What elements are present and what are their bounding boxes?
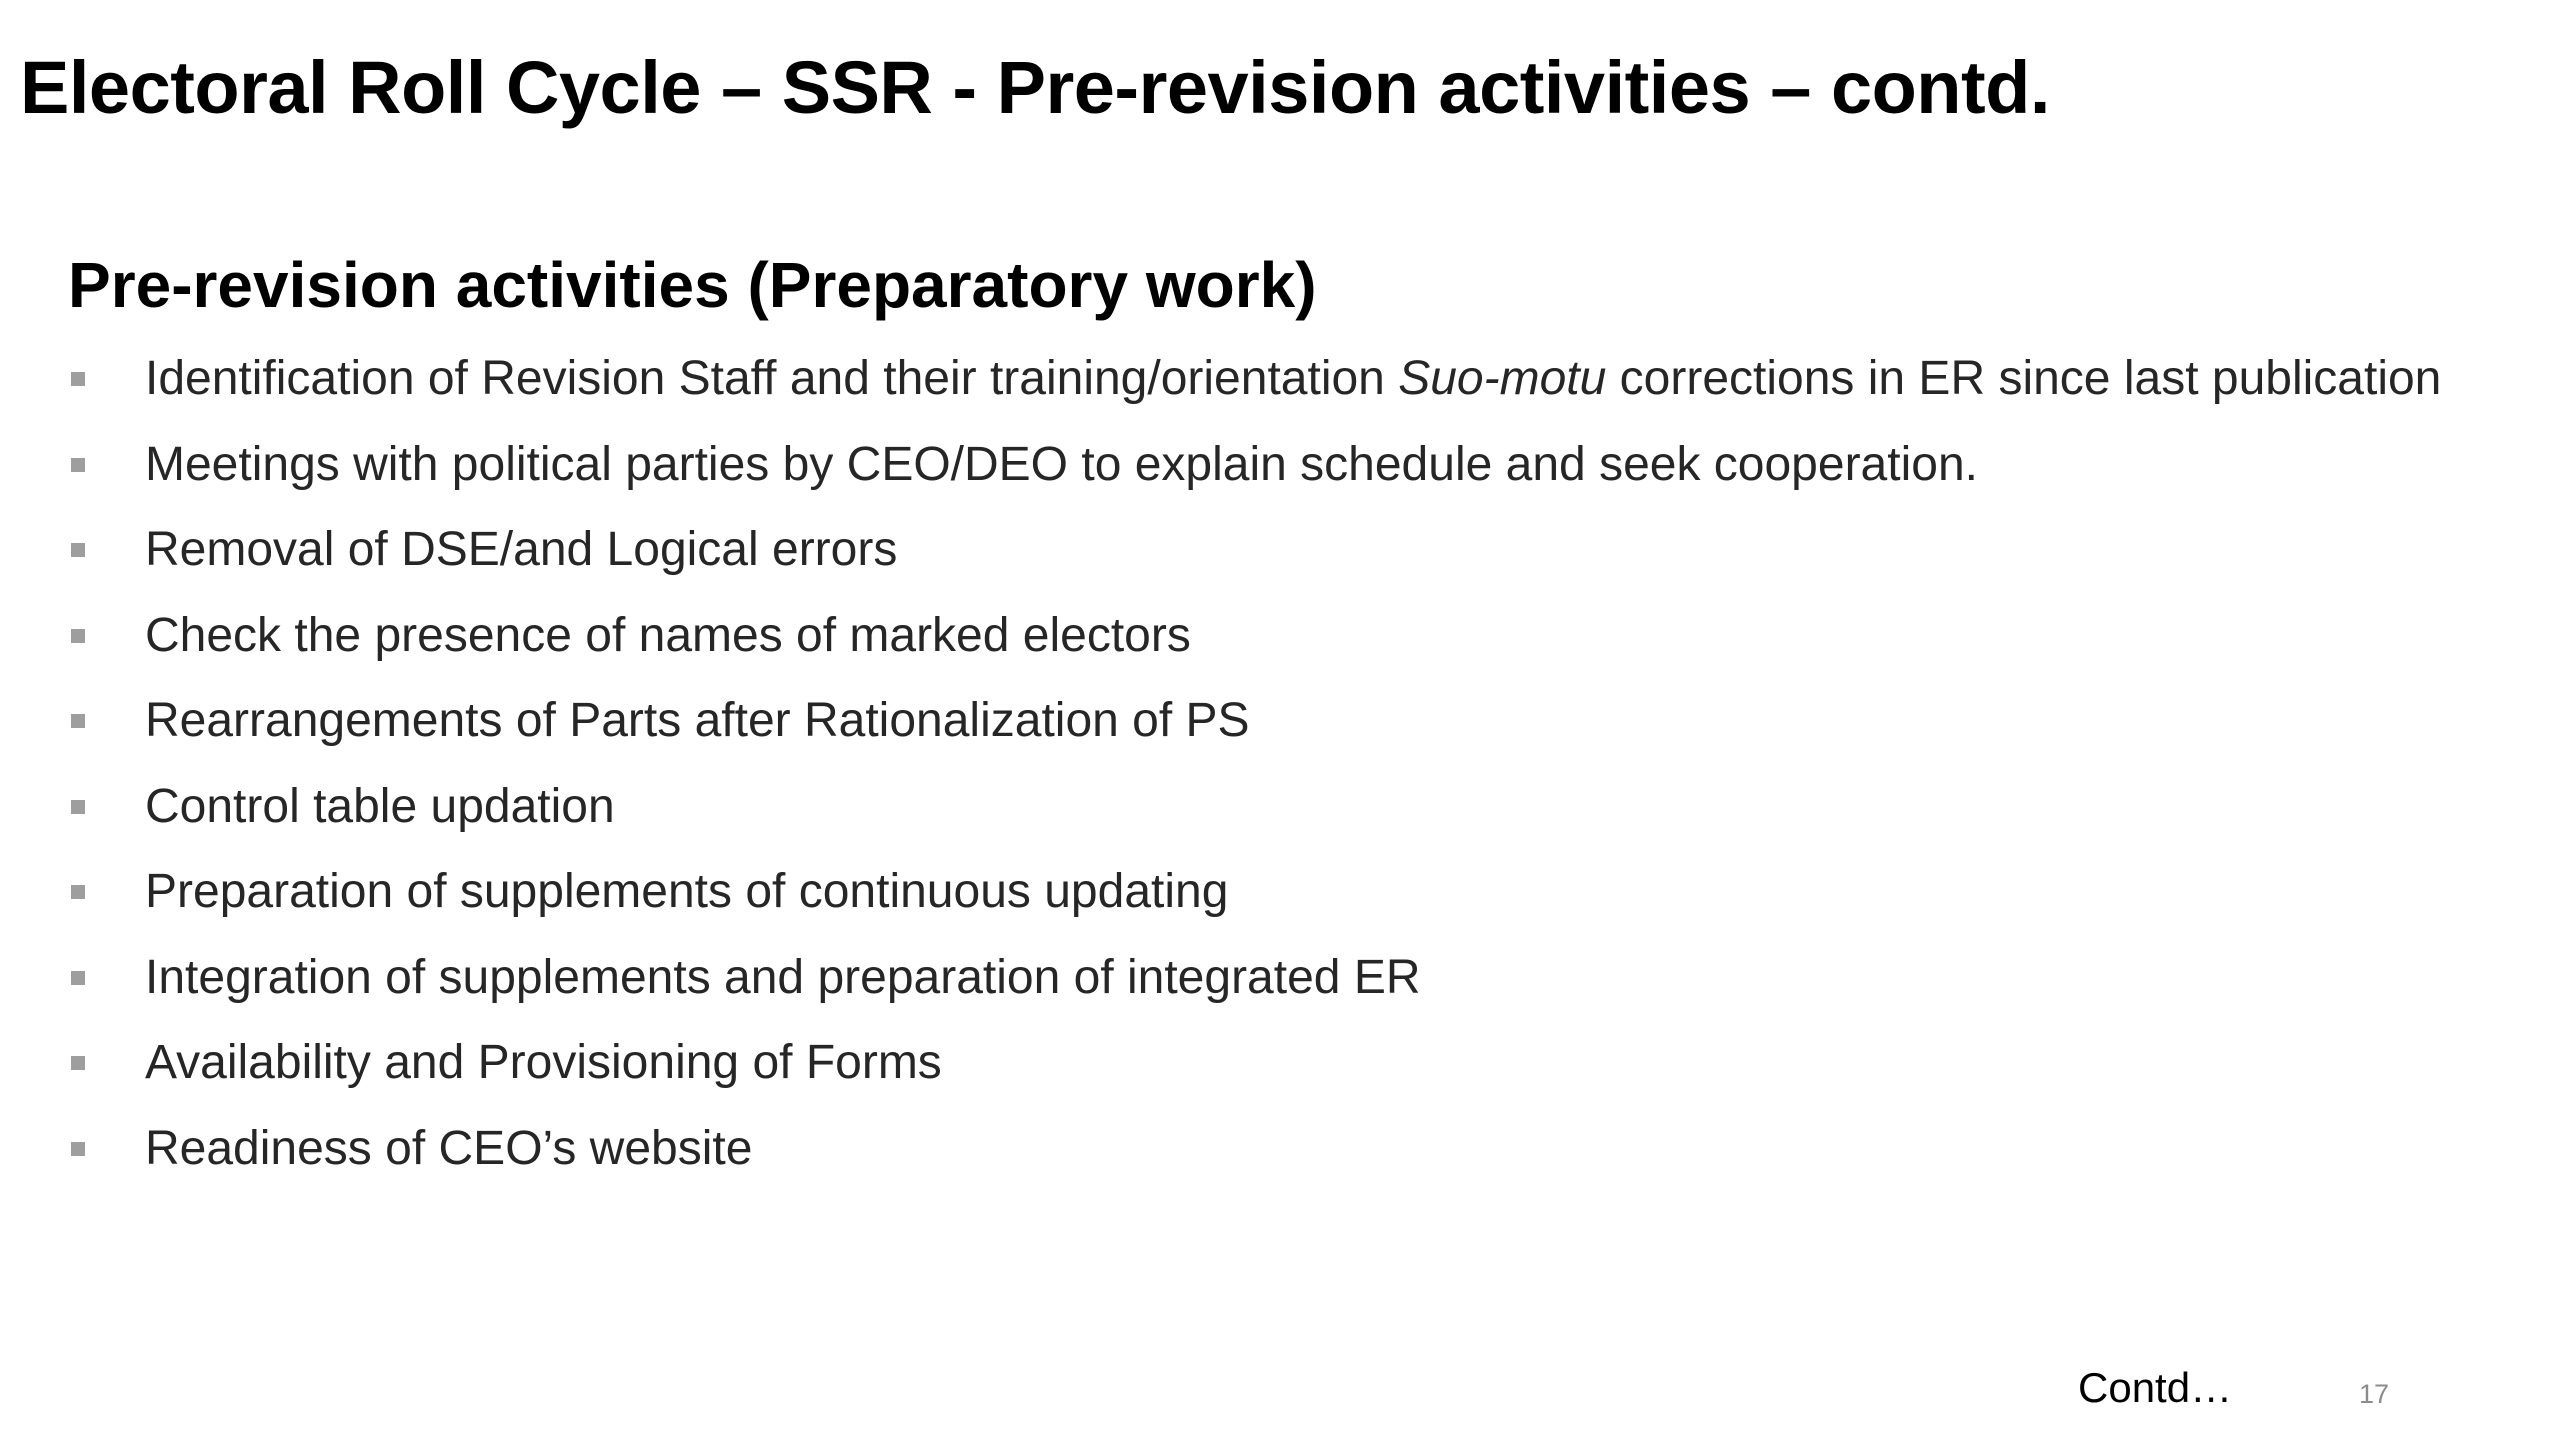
list-item xyxy=(0,768,2560,854)
square-bullet-icon xyxy=(71,800,85,814)
bullet-text: Check the presence of names of marked electors xyxy=(145,608,1191,662)
slide-title: Electoral Roll Cycle – SSR - Pre-revision activities – contd. xyxy=(20,46,2050,129)
bullet-list xyxy=(0,340,2560,1195)
square-bullet-icon xyxy=(71,971,85,985)
square-bullet-icon xyxy=(71,629,85,643)
bullet-text: Readiness of CEO’s website xyxy=(145,1121,753,1175)
square-bullet-icon xyxy=(71,714,85,728)
square-bullet-icon xyxy=(71,1056,85,1070)
section-heading: Pre-revision activities (Preparatory work) xyxy=(68,249,1317,321)
square-bullet-icon xyxy=(71,885,85,899)
bullet-text: Rearrangements of Parts after Rationalization of PS xyxy=(145,694,1250,747)
bullet-text-italic: Suo-motu xyxy=(1398,352,1607,405)
square-bullet-icon xyxy=(71,372,85,386)
bullet-text xyxy=(145,344,2441,414)
list-item xyxy=(0,682,2560,768)
bullet-text: Control table updation xyxy=(145,779,615,833)
list-item xyxy=(0,340,2560,426)
list-item xyxy=(0,1024,2560,1110)
bullet-text: Meetings with political parties by CEO/DEO to explain schedule and seek cooperation. xyxy=(145,437,1978,491)
bullet-text-part: corrections in ER since last publication xyxy=(1606,352,2442,405)
list-item xyxy=(0,939,2560,1025)
bullet-text: Removal of DSE/and Logical errors xyxy=(145,523,898,576)
square-bullet-icon xyxy=(71,458,85,472)
square-bullet-icon xyxy=(71,543,85,557)
bullet-text: Integration of supplements and preparation of integrated ER xyxy=(145,950,1421,1004)
list-item xyxy=(0,597,2560,683)
bullet-text: Availability and Provisioning of Forms xyxy=(145,1036,942,1089)
bullet-text: Preparation of supplements of continuous updating xyxy=(145,865,1229,918)
bullet-text-part: Identification of Revision Staff and their training/orientation xyxy=(145,352,1399,405)
list-item xyxy=(0,1110,2560,1196)
contd-label: Contd… xyxy=(2078,1364,2233,1411)
list-item xyxy=(0,853,2560,939)
page-number: 17 xyxy=(2359,1379,2390,1409)
list-item xyxy=(0,426,2560,512)
list-item xyxy=(0,511,2560,597)
square-bullet-icon xyxy=(71,1142,85,1156)
